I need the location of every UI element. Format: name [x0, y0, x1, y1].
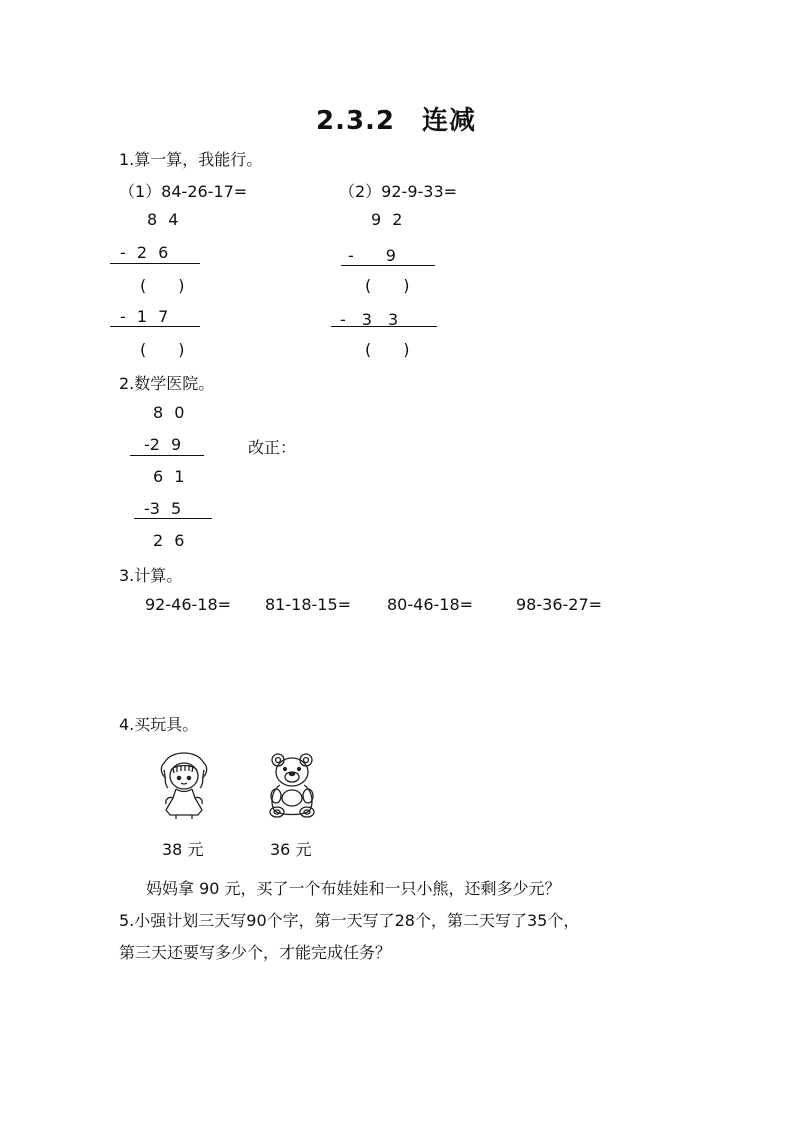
q3-item-3: 80-46-18= [387, 595, 474, 614]
q2-row3: 6 1 [153, 467, 185, 486]
teddy-bear-icon [266, 752, 318, 820]
q4-heading: 4.买玩具。 [119, 715, 199, 734]
q1-p2-line1 [341, 265, 435, 266]
doll-icon [156, 752, 212, 820]
q2-correct-label: 改正： [248, 438, 297, 457]
q1-p2-sub1: - 9 [348, 246, 396, 265]
q3-item-1: 92-46-18= [145, 595, 232, 614]
q1-p1-blank1[interactable]: ( ) [140, 276, 185, 295]
q2-row5: 2 6 [153, 531, 185, 550]
q3-item-4: 98-36-27= [516, 595, 603, 614]
q2-line2 [134, 518, 212, 519]
q2-row4: -3 5 [144, 499, 182, 518]
q1-heading: 1.算一算，我能行。 [119, 150, 263, 169]
q1-p2-top: 9 2 [371, 210, 403, 229]
q3-item-2: 81-18-15= [265, 595, 352, 614]
page-title: 2.3.2 连减 [316, 106, 477, 136]
q5-line-1: 5.小强计划三天写90个字，第一天写了28个，第二天写了35个， [119, 911, 580, 930]
q2-row2: -2 9 [144, 435, 182, 454]
q1-p1-label: （1）84-26-17= [119, 182, 248, 201]
bear-price: 36 元 [270, 840, 312, 859]
q1-p1-line2 [110, 326, 200, 327]
q1-p2-sub2: - 3 3 [340, 310, 399, 329]
q1-p1-top: 8 4 [147, 210, 179, 229]
q4-question: 妈妈拿 90 元，买了一个布娃娃和一只小熊，还剩多少元？ [146, 879, 561, 898]
q3-heading: 3.计算。 [119, 566, 183, 585]
q1-p2-label: （2）92-9-33= [339, 182, 458, 201]
q2-heading: 2.数学医院。 [119, 374, 215, 393]
q2-row1: 8 0 [153, 403, 185, 422]
q1-p1-sub2: - 1 7 [120, 307, 169, 326]
q1-p1-line1 [110, 263, 200, 264]
q1-p1-sub1: - 2 6 [120, 243, 169, 262]
q2-line1 [130, 455, 204, 456]
q1-p1-blank2[interactable]: ( ) [140, 340, 185, 359]
doll-price: 38 元 [162, 840, 204, 859]
q5-line-2: 第三天还要写多少个，才能完成任务？ [119, 943, 392, 962]
q1-p2-line2 [331, 326, 437, 327]
q1-p2-blank1[interactable]: ( ) [365, 276, 410, 295]
q1-p2-blank2[interactable]: ( ) [365, 340, 410, 359]
